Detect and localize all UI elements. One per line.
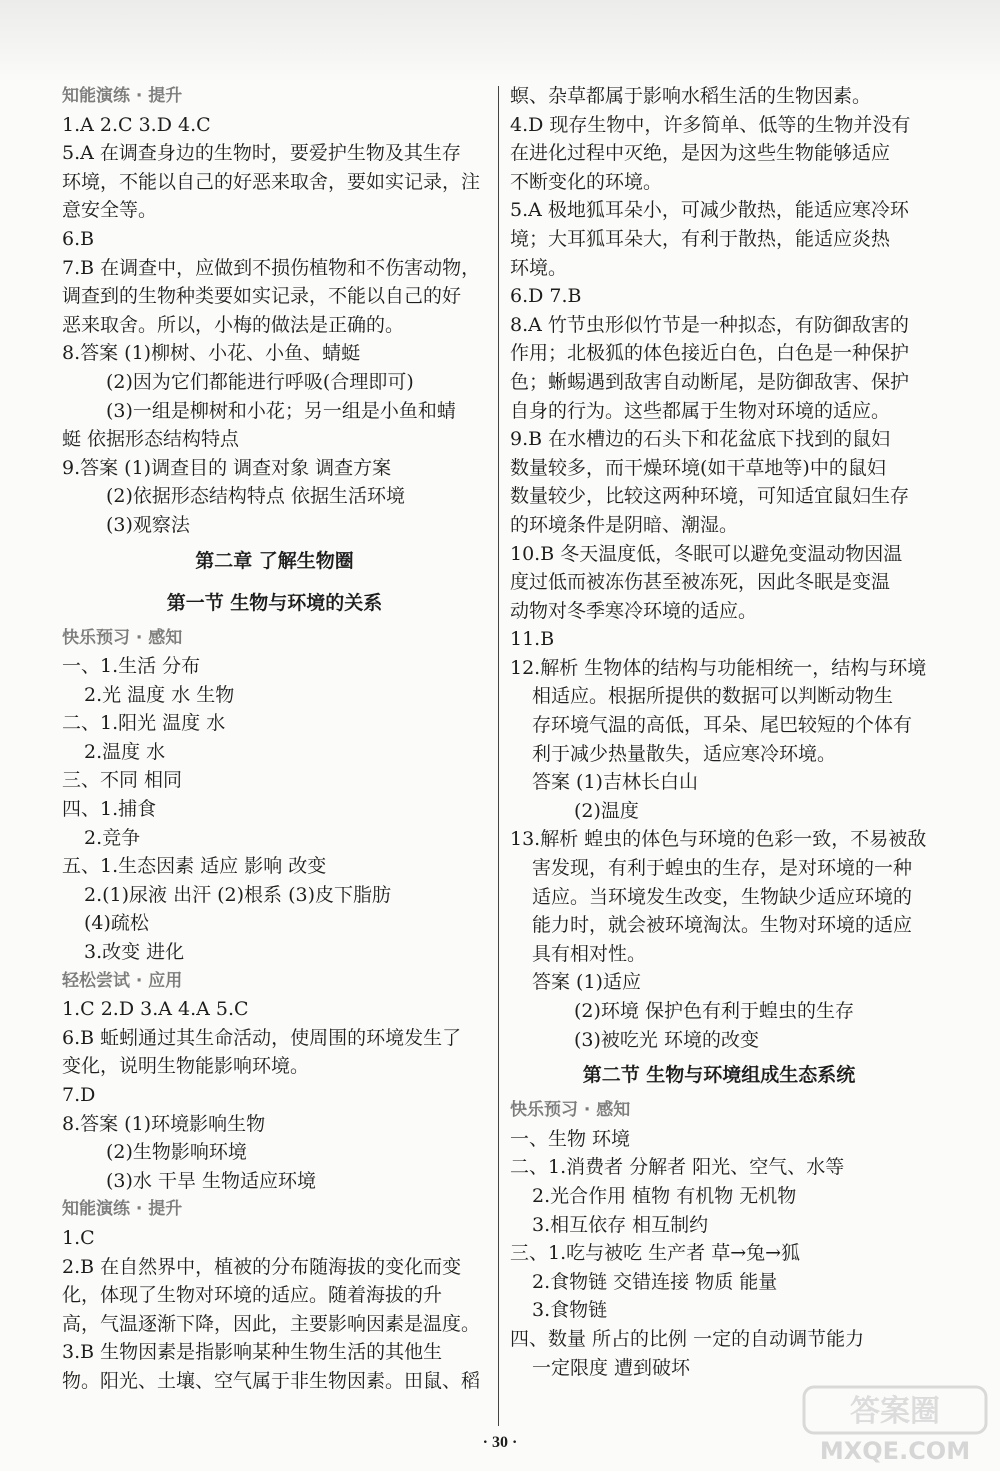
answer-line: (3)一组是柳树和小花；另一组是小鱼和蜻 bbox=[106, 399, 456, 422]
answer-line: 3.改变 进化 bbox=[84, 941, 185, 964]
answer-line: (2)温度 bbox=[574, 799, 639, 822]
answer-line: 环境，不能以自己的好恶来取舍，要如实记录，注 bbox=[62, 170, 481, 193]
section-heading: 知能演练 · 提升 bbox=[62, 86, 183, 106]
answer-line: 7.D bbox=[62, 1084, 96, 1106]
answer-line: 利于减少热量散失，适应寒冷环境。 bbox=[532, 742, 837, 765]
answer-line: 适应。当环境发生改变，生物缺少适应环境的 bbox=[532, 885, 913, 908]
answer-line: 相适应。根据所提供的数据可以判断动物生 bbox=[532, 685, 894, 708]
answer-line: 变化，说明生物能影响环境。 bbox=[62, 1055, 310, 1078]
answer-line: 2.光 温度 水 生物 bbox=[84, 683, 235, 706]
answer-line: 12.解析 生物体的结构与功能相统一，结构与环境 bbox=[510, 656, 927, 679]
page-number: · 30 · bbox=[482, 1434, 518, 1451]
answer-line: 2.光合作用 植物 有机物 无机物 bbox=[532, 1184, 797, 1207]
answer-line: 螟、杂草都属于影响水稻生活的生物因素。 bbox=[510, 85, 872, 107]
answer-line: 三、1.吃与被吃 生产者 草→兔→狐 bbox=[510, 1242, 801, 1265]
answer-line: (4)疏松 bbox=[84, 912, 149, 935]
answer-line: 6.B bbox=[62, 227, 95, 250]
page-number-value: 30 bbox=[492, 1434, 508, 1451]
answer-line: (3)被吃光 环境的改变 bbox=[574, 1028, 759, 1051]
answer-line: 5.A 在调查身边的生物时，要爱护生物及其生存 bbox=[62, 142, 461, 165]
answer-line: 物。阳光、土壤、空气属于非生物因素。田鼠、稻 bbox=[62, 1369, 481, 1392]
answer-line: 一、1.生活 分布 bbox=[62, 655, 201, 678]
answer-line: 四、1.捕食 bbox=[62, 798, 157, 821]
answer-line: 1.C bbox=[62, 1226, 95, 1249]
right-column bbox=[510, 82, 928, 1382]
answer-line: (2)环境 保护色有利于蝗虫的生存 bbox=[574, 1000, 854, 1022]
answer-line: 2.温度 水 bbox=[84, 740, 166, 763]
answer-line: 1.C 2.D 3.A 4.A 5.C bbox=[62, 998, 249, 1021]
answer-line: 13.解析 蝗虫的体色与环境的色彩一致，不易被敌 bbox=[510, 828, 927, 851]
answer-line: 存环境气温的高低，耳朵、尾巴较短的个体有 bbox=[532, 714, 913, 737]
section-heading: 快乐预习 · 感知 bbox=[62, 627, 183, 648]
answer-line: 的环境条件是阴暗、潮湿。 bbox=[510, 513, 739, 536]
answer-line: 一定限度 遭到破坏 bbox=[532, 1356, 691, 1379]
answer-line: 3.B 生物因素是指影响某种生物生活的其他生 bbox=[62, 1341, 443, 1364]
answer-line: 6.B 蚯蚓通过其生命活动，使周围的环境发生了 bbox=[62, 1026, 462, 1049]
chapter-heading: 第二节 生物与环境组成生态系统 bbox=[582, 1064, 856, 1087]
answer-line: 3.食物链 bbox=[532, 1299, 608, 1322]
answer-line: 数量较多，而干燥环境(如干草地等)中的鼠妇 bbox=[510, 456, 886, 479]
answer-line: 三、不同 相同 bbox=[62, 769, 183, 792]
answer-line: 度过低而被冻伤甚至被冻死，因此冬眠是变温 bbox=[510, 571, 891, 594]
answer-line: 8.A 竹节虫形似竹节是一种拟态，有防御敌害的 bbox=[510, 313, 909, 336]
watermark-top-text: 答案圈 bbox=[850, 1394, 940, 1429]
answer-line: 恶来取舍。所以，小梅的做法是正确的。 bbox=[62, 313, 405, 336]
answer-line: 2.B 在自然界中，植被的分布随海拔的变化而变 bbox=[62, 1255, 462, 1278]
answer-line: 不断变化的环境。 bbox=[510, 170, 663, 193]
answer-line: 10.B 冬天温度低，冬眠可以避免变温动物因温 bbox=[510, 542, 903, 565]
answer-line: 害发现，有利于蝗虫的生存，是对环境的一种 bbox=[532, 857, 913, 880]
answer-line: 答案 (1)适应 bbox=[532, 971, 641, 994]
answer-line: 9.答案 (1)调查目的 调查对象 调查方案 bbox=[62, 456, 392, 479]
left-column bbox=[62, 82, 487, 1396]
answer-line: 色；蜥蜴遇到敌害自动断尾，是防御敌害、保护 bbox=[510, 370, 910, 393]
answer-line: (3)观察法 bbox=[106, 513, 190, 536]
answer-line: 11.B bbox=[510, 628, 555, 651]
answer-line: 数量较少，比较这两种环境，可知适宜鼠妇生存 bbox=[510, 485, 910, 508]
answer-line: 五、1.生态因素 适应 影响 改变 bbox=[62, 855, 327, 878]
answer-line: 8.答案 (1)柳树、小花、小鱼、蜻蜓 bbox=[62, 342, 361, 365]
answer-line: 1.A 2.C 3.D 4.C bbox=[62, 113, 211, 136]
answer-line: 环境。 bbox=[510, 256, 568, 279]
chapter-heading: 第一节 生物与环境的关系 bbox=[166, 591, 383, 614]
answer-line: 4.D 现存生物中，许多简单、低等的生物并没有 bbox=[510, 113, 911, 136]
answer-line: 二、1.消费者 分解者 阳光、空气、水等 bbox=[510, 1156, 845, 1179]
answer-line: 境；大耳狐耳朵大，有利于散热，能适应炎热 bbox=[510, 227, 891, 250]
answer-line: 四、数量 所占的比例 一定的自动调节能力 bbox=[510, 1327, 865, 1350]
chapter-heading: 第二章 了解生物圈 bbox=[195, 549, 354, 572]
answer-line: 8.答案 (1)环境影响生物 bbox=[62, 1112, 266, 1135]
answer-line: (3)水 干旱 生物适应环境 bbox=[106, 1169, 316, 1192]
watermark-logo bbox=[800, 1385, 990, 1465]
answer-line: 化，体现了生物对环境的适应。随着海拔的升 bbox=[62, 1284, 443, 1307]
answer-line: 2.(1)尿液 出汗 (2)根系 (3)皮下脂肪 bbox=[84, 883, 391, 906]
answer-line: 二、1.阳光 温度 水 bbox=[62, 712, 226, 735]
section-heading: 轻松尝试 · 应用 bbox=[62, 970, 183, 991]
column-divider bbox=[498, 86, 499, 1426]
answer-line: 9.B 在水槽边的石头下和花盆底下找到的鼠妇 bbox=[510, 428, 891, 451]
answer-line: (2)依据形态结构特点 依据生活环境 bbox=[106, 485, 405, 508]
answer-line: 7.B 在调查中，应做到不损伤植物和不伤害动物， bbox=[62, 256, 481, 279]
answer-line: 3.相互依存 相互制约 bbox=[532, 1213, 709, 1236]
section-heading: 知能演练 · 提升 bbox=[62, 1199, 183, 1220]
answer-line: 2.食物链 交错连接 物质 能量 bbox=[532, 1270, 778, 1293]
answer-line: 能力时，就会被环境淘汰。生物对环境的适应 bbox=[532, 914, 913, 937]
watermark-url-text: MXQE.COM bbox=[819, 1437, 971, 1465]
answer-line: 自身的行为。这些都属于生物对环境的适应。 bbox=[510, 399, 891, 422]
answer-line: 答案 (1)吉林长白山 bbox=[532, 771, 698, 794]
answer-line: 高，气温逐渐下降，因此，主要影响因素是温度。 bbox=[62, 1312, 481, 1335]
answer-line: 蜓 依据形态结构特点 bbox=[62, 428, 240, 451]
answer-line: 意安全等。 bbox=[62, 199, 158, 222]
section-heading: 快乐预习 · 感知 bbox=[510, 1100, 631, 1121]
answer-line: 具有相对性。 bbox=[532, 942, 647, 965]
answer-line: 作用；北极狐的体色接近白色，白色是一种保护 bbox=[510, 342, 910, 365]
answer-line: (2)生物影响环境 bbox=[106, 1141, 247, 1164]
answer-line: 5.A 极地狐耳朵小，可减少散热，能适应寒冷环 bbox=[510, 199, 909, 222]
answer-line: 调查到的生物种类要如实记录，不能以自己的好 bbox=[62, 285, 462, 308]
answer-line: 动物对冬季寒冷环境的适应。 bbox=[510, 599, 758, 622]
page-top-shading bbox=[0, 0, 1000, 82]
answer-line: 6.D 7.B bbox=[510, 285, 582, 308]
answer-line: 2.竞争 bbox=[84, 826, 141, 849]
answer-line: 在进化过程中灭绝，是因为这些生物能够适应 bbox=[510, 142, 891, 165]
answer-line: (2)因为它们都能进行呼吸(合理即可) bbox=[106, 370, 414, 393]
answer-line: 一、生物 环境 bbox=[510, 1127, 631, 1150]
